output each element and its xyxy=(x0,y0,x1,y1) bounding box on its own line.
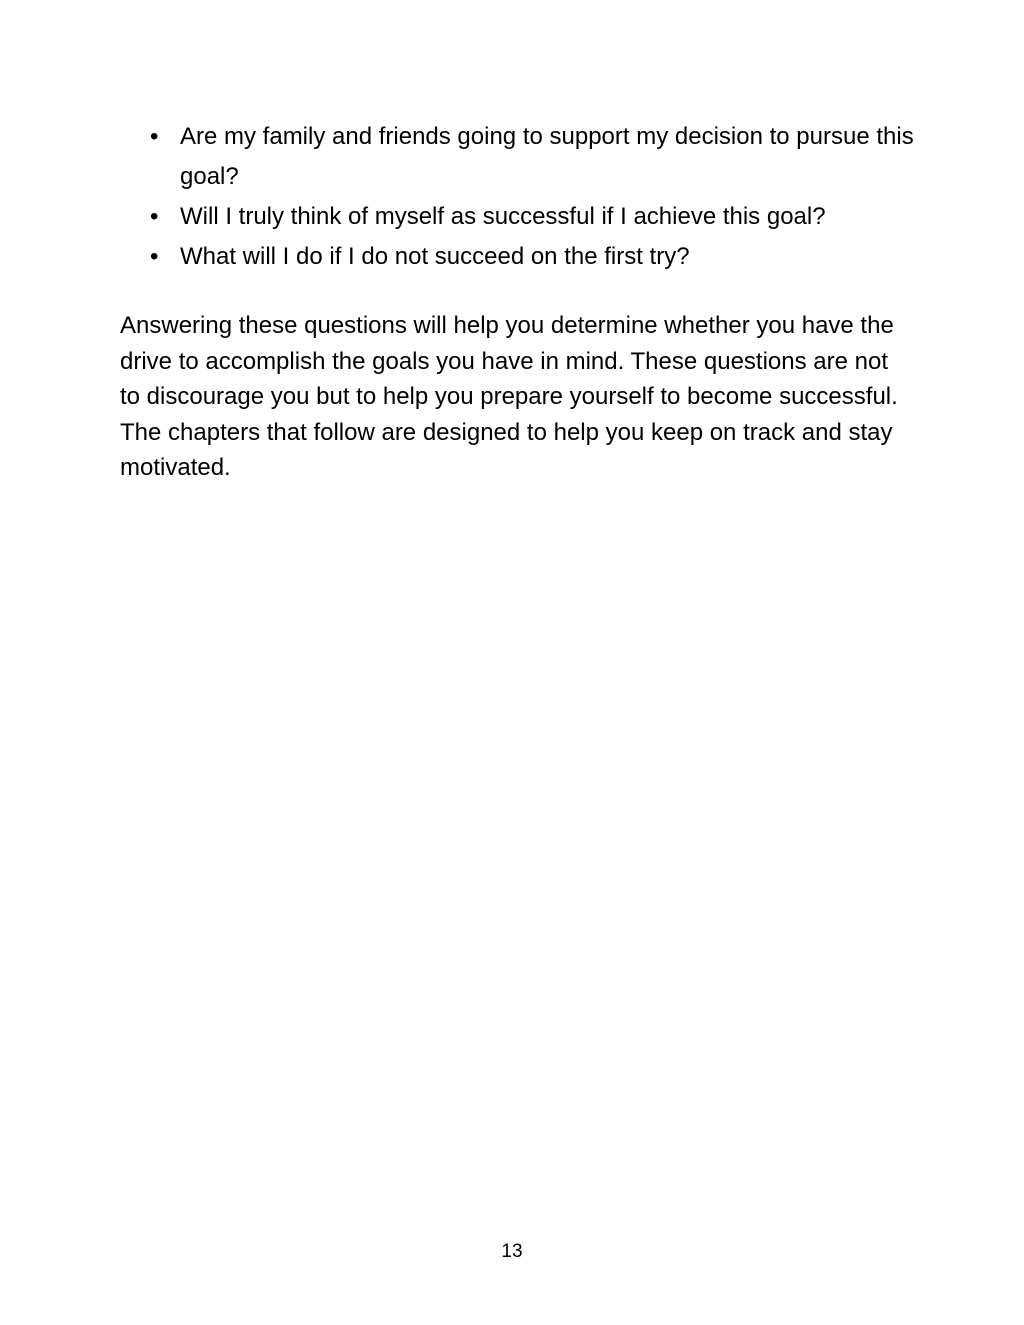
bullet-icon: • xyxy=(150,123,159,150)
body-paragraph: Answering these questions will help you determine whether you have the drive to accomplish the goals you have in mind. These questions are not to discourage you but to help you prepare yourself to become successful. The chapters that follow are designed to help you keep on track and stay motivated. xyxy=(120,312,898,481)
bullet-icon: • xyxy=(150,203,159,230)
list-item xyxy=(120,117,920,197)
page-number: 13 xyxy=(501,1241,523,1262)
question-list xyxy=(120,117,920,277)
bullet-icon: • xyxy=(150,243,159,270)
list-item-text: What will I do if I do not succeed on the first try? xyxy=(180,243,690,270)
list-item-text: Will I truly think of myself as successful if I achieve this goal? xyxy=(180,203,826,230)
list-item xyxy=(120,237,920,277)
list-item xyxy=(120,197,920,237)
list-item-text: Are my family and friends going to support my decision to pursue this goal? xyxy=(180,123,914,190)
